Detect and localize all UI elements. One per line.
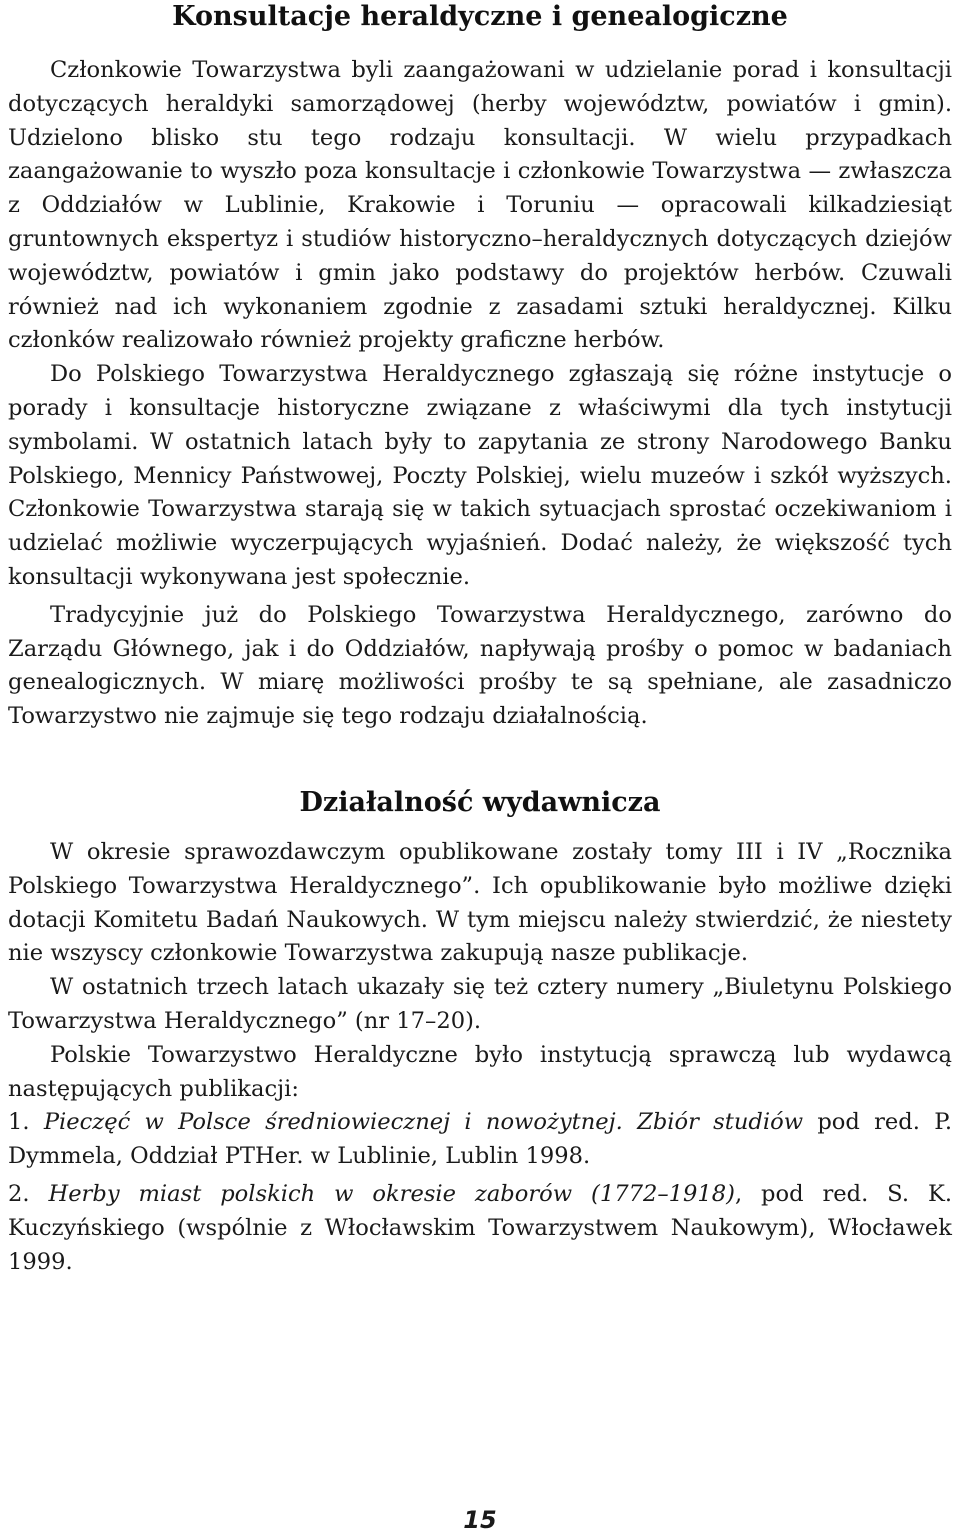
- section-heading-publishing: Działalność wydawnicza: [299, 786, 661, 818]
- page-number: 15: [463, 1506, 497, 1534]
- publication-details: pod red. P. Dymmela, Oddział PTHer. w Lublinie, Lublin 1998.: [8, 1109, 953, 1170]
- publication-title: Pieczęć w Polsce średniowiecznej i nowożytnej. Zbiór studiów: [43, 1109, 804, 1136]
- paragraph-publishing-1: W okresie sprawozdawczym opublikowane zostały tomy III i IV „Rocznika Polskiego Towarzystwa Heraldycznego”. Ich opublikowanie było możliwe dzięki dotacji Komitetu Badań Naukowych. W tym miejscu należy stwierdzić, że niestety nie wszyscy członkowie Towarzystwa zakupują nasze publikacje.: [8, 838, 952, 967]
- paragraph-consultations-1: Członkowie Towarzystwa byli zaangażowani w udzielanie porad i konsultacji dotyczących heraldyki samorządowej (herby województw, powiatów i gmin). Udzielono blisko stu tego rodzaju konsultacji. W wielu przypadkach zaangażowanie to wyszło poza konsultacje i członkowie Towarzystwa — zwłaszcza z Oddziałów w Lublinie, Krakowie i Toruniu — opracowali kilkadziesiąt gruntownych ekspertyz i studiów historyczno–heraldycznych dotyczących dziejów województw, powiatów i gmin jako podstawy do projektów herbów. Czuwali również nad ich wykonaniem zgodnie z zasadami sztuki heraldycznej. Kilku członków realizowało również projekty graficzne herbów.: [8, 57, 952, 354]
- publication-list-item: [8, 1178, 952, 1279]
- page-content: [8, 0, 952, 1279]
- paragraph-consultations-2: Do Polskiego Towarzystwa Heraldycznego zgłaszają się różne instytucje o porady i konsultacje historyczne związane z właściwymi dla tych instytucji symbolami. W ostatnich latach były to zapytania ze strony Narodowego Banku Polskiego, Mennicy Państwowej, Poczty Polskiej, wielu muzeów i szkół wyższych. Członkowie Towarzystwa starają się w takich sytuacjach sprostać oczekiwaniom i udzielać możliwie wyczerpujących wyjaśnień. Dodać należy, że większość tych konsultacji wykonywana jest społecznie.: [8, 361, 952, 590]
- paragraph-publishing-2: W ostatnich trzech latach ukazały się też cztery numery „Biuletynu Polskiego Towarzystwa Heraldycznego” (nr 17–20).: [8, 974, 952, 1034]
- section-heading-consultations: Konsultacje heraldyczne i genealogiczne: [172, 1, 788, 32]
- paragraph-publishing-3: Polskie Towarzystwo Heraldyczne było instytucją sprawczą lub wydawcą następujących publikacji:: [8, 1041, 952, 1102]
- publication-title: Herby miast polskich w okresie zaborów (1772–1918): [48, 1180, 735, 1207]
- publication-details: , pod red. S. K. Kuczyńskiego (wspólnie z Włocławskim Towarzystwem Naukowym), Włocławek 1999.: [8, 1180, 953, 1275]
- publication-number: 2.: [8, 1180, 30, 1207]
- publication-number: 1.: [8, 1109, 30, 1136]
- paragraph-consultations-3: Tradycyjnie już do Polskiego Towarzystwa Heraldycznego, zarówno do Zarządu Głównego, jak i do Oddziałów, napływają prośby o pomoc w badaniach genealogicznych. W miarę możliwości prośby te są spełniane, ale zasadniczo Towarzystwo nie zajmuje się tego rodzaju działalnością.: [8, 601, 952, 730]
- publication-list-item: [8, 1106, 952, 1174]
